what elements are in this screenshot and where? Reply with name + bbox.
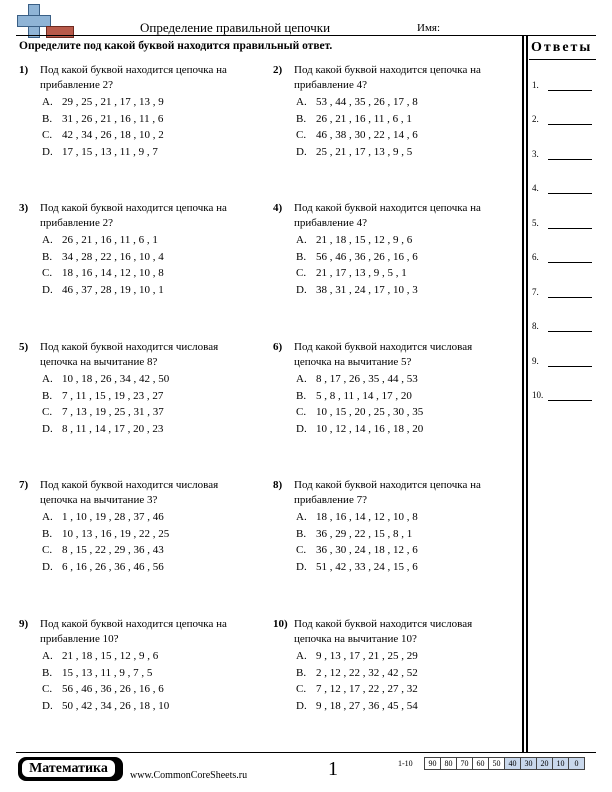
option-letter: C. <box>42 267 53 279</box>
answer-option[interactable] <box>42 527 242 542</box>
option-sequence: 46 , 37 , 28 , 19 , 10 , 1 <box>62 283 164 296</box>
answer-label: 10. <box>532 390 544 400</box>
question-number: 4) <box>273 202 283 214</box>
answer-label: 8. <box>532 321 539 331</box>
question-text: Под какой буквой находится числовая цепочка на вычитание 10? <box>294 618 473 645</box>
option-letter: D. <box>42 560 53 573</box>
option-letter: C. <box>42 544 53 556</box>
answer-label: 2. <box>532 114 539 124</box>
answer-option[interactable] <box>42 95 242 110</box>
question-number: 8) <box>273 479 283 491</box>
answer-blank[interactable] <box>548 331 592 332</box>
option-sequence: 10 , 18 , 26 , 34 , 42 , 50 <box>62 373 170 385</box>
answers-heading-underline <box>529 59 596 60</box>
answer-option[interactable] <box>296 422 496 437</box>
option-sequence: 21 , 18 , 15 , 12 , 9 , 6 <box>62 650 159 662</box>
option-sequence: 51 , 42 , 33 , 24 , 15 , 6 <box>316 560 418 573</box>
answer-label: 6. <box>532 252 539 262</box>
answer-label: 4. <box>532 183 539 193</box>
answer-option[interactable] <box>296 543 496 558</box>
option-letter: D. <box>296 560 307 573</box>
answer-column-divider <box>526 35 528 752</box>
website-url: www.CommonCoreSheets.ru <box>130 770 248 781</box>
answer-option[interactable] <box>42 666 242 681</box>
question-number: 10) <box>273 618 288 630</box>
answer-option[interactable] <box>42 145 242 160</box>
option-sequence: 29 , 25 , 21 , 17 , 13 , 9 <box>62 96 164 108</box>
option-letter: A. <box>42 96 53 108</box>
option-sequence: 26 , 21 , 16 , 11 , 6 , 1 <box>62 234 158 246</box>
answer-option[interactable] <box>42 510 242 525</box>
option-sequence: 7 , 13 , 19 , 25 , 31 , 37 <box>62 406 164 418</box>
score-cell: 90 <box>424 757 441 770</box>
option-letter: C. <box>296 544 307 556</box>
option-letter: D. <box>296 699 307 712</box>
option-sequence: 34 , 28 , 22 , 16 , 10 , 4 <box>62 250 164 263</box>
option-sequence: 50 , 42 , 34 , 26 , 18 , 10 <box>62 699 170 712</box>
answer-option[interactable] <box>42 389 242 404</box>
score-cell: 40 <box>504 757 521 770</box>
option-letter: B. <box>296 389 307 402</box>
option-letter: D. <box>42 422 53 435</box>
option-sequence: 1 , 10 , 19 , 28 , 37 , 46 <box>62 511 164 523</box>
option-letter: B. <box>42 527 53 540</box>
option-letter: C. <box>296 406 307 418</box>
answer-blank[interactable] <box>548 400 592 401</box>
answer-label: 9. <box>532 356 539 366</box>
option-sequence: 10 , 12 , 14 , 16 , 18 , 20 <box>316 422 424 435</box>
question-text: Под какой буквой находится цепочка на прибавление 4? <box>294 202 481 229</box>
answer-label: 7. <box>532 287 539 297</box>
answer-option[interactable] <box>296 666 496 681</box>
option-letter: C. <box>42 406 53 418</box>
score-range-label: 1-10 <box>398 759 413 768</box>
question-text: Под какой буквой находится цепочка на прибавление 7? <box>294 479 481 506</box>
option-letter: B. <box>42 250 53 263</box>
option-letter: D. <box>42 145 53 158</box>
answer-option[interactable] <box>296 682 496 697</box>
option-letter: B. <box>296 250 307 263</box>
answer-label: 5. <box>532 218 539 228</box>
question-number: 7) <box>19 479 29 491</box>
answer-option[interactable] <box>42 649 242 664</box>
answer-option[interactable] <box>296 372 496 387</box>
option-sequence: 9 , 18 , 27 , 36 , 45 , 54 <box>316 699 418 712</box>
answer-option[interactable] <box>296 527 496 542</box>
option-sequence: 25 , 21 , 17 , 13 , 9 , 5 <box>316 145 413 158</box>
instruction-text: Определите под какой буквой находится правильный ответ. <box>19 40 333 52</box>
option-letter: D. <box>296 422 307 435</box>
option-letter: B. <box>42 389 53 402</box>
page-number: 1 <box>328 758 338 780</box>
option-letter: C. <box>296 683 307 695</box>
option-letter: A. <box>296 234 307 246</box>
option-sequence: 42 , 34 , 26 , 18 , 10 , 2 <box>62 129 164 141</box>
answers-heading: Ответы <box>531 40 593 55</box>
answer-option[interactable] <box>42 283 242 298</box>
option-sequence: 18 , 16 , 14 , 12 , 10 , 8 <box>62 267 164 279</box>
answer-blank[interactable] <box>548 193 592 194</box>
answer-option[interactable] <box>42 560 242 575</box>
question-text: Под какой буквой находится цепочка на прибавление 2? <box>40 64 227 91</box>
score-cell: 80 <box>440 757 457 770</box>
question-text: Под какой буквой находится числовая цепочка на вычитание 5? <box>294 341 473 368</box>
option-letter: D. <box>296 145 307 158</box>
option-sequence: 38 , 31 , 24 , 17 , 10 , 3 <box>316 283 418 296</box>
option-letter: A. <box>42 650 53 662</box>
answer-option[interactable] <box>296 649 496 664</box>
option-letter: B. <box>296 666 307 679</box>
option-sequence: 46 , 38 , 30 , 22 , 14 , 6 <box>316 129 418 141</box>
option-sequence: 26 , 21 , 16 , 11 , 6 , 1 <box>316 112 412 125</box>
option-sequence: 56 , 46 , 36 , 26 , 16 , 6 <box>62 683 164 695</box>
answer-option[interactable] <box>296 233 496 248</box>
answer-option[interactable] <box>296 112 496 127</box>
option-sequence: 36 , 29 , 22 , 15 , 8 , 1 <box>316 527 413 540</box>
option-sequence: 15 , 13 , 11 , 9 , 7 , 5 <box>62 666 153 679</box>
answer-option[interactable] <box>296 405 496 420</box>
question-number: 6) <box>273 341 283 353</box>
question-text: Под какой буквой находится цепочка на прибавление 4? <box>294 64 481 91</box>
option-letter: D. <box>296 283 307 296</box>
option-letter: B. <box>296 112 307 125</box>
question-number: 3) <box>19 202 29 214</box>
answer-option[interactable] <box>296 145 496 160</box>
question-number: 1) <box>19 64 29 76</box>
option-sequence: 8 , 17 , 26 , 35 , 44 , 53 <box>316 373 418 385</box>
option-letter: A. <box>42 373 53 385</box>
option-letter: A. <box>42 511 53 523</box>
question-text: Под какой буквой находится цепочка на прибавление 2? <box>40 202 227 229</box>
question-text: Под какой буквой находится числовая цепочка на вычитание 3? <box>40 479 219 506</box>
option-letter: B. <box>42 112 53 125</box>
option-letter: D. <box>42 699 53 712</box>
answer-blank[interactable] <box>548 262 592 263</box>
score-cell: 70 <box>456 757 473 770</box>
score-cell: 20 <box>536 757 553 770</box>
answer-label: 3. <box>532 149 539 159</box>
option-sequence: 8 , 11 , 14 , 17 , 20 , 23 <box>62 422 164 435</box>
option-letter: A. <box>296 511 307 523</box>
answer-option[interactable] <box>42 543 242 558</box>
answer-option[interactable] <box>42 372 242 387</box>
answer-option[interactable] <box>42 266 242 281</box>
score-cell: 10 <box>552 757 569 770</box>
answer-blank[interactable] <box>548 90 592 91</box>
answer-option[interactable] <box>42 682 242 697</box>
answer-option[interactable] <box>296 510 496 525</box>
option-letter: A. <box>42 234 53 246</box>
option-sequence: 17 , 15 , 13 , 11 , 9 , 7 <box>62 145 158 158</box>
option-letter: A. <box>296 373 307 385</box>
answer-option[interactable] <box>296 560 496 575</box>
option-letter: D. <box>42 283 53 296</box>
answer-blank[interactable] <box>548 159 592 160</box>
option-sequence: 31 , 26 , 21 , 16 , 11 , 6 <box>62 112 164 125</box>
answer-option[interactable] <box>296 699 496 714</box>
answer-blank[interactable] <box>548 228 592 229</box>
option-sequence: 21 , 18 , 15 , 12 , 9 , 6 <box>316 234 413 246</box>
answer-option[interactable] <box>42 422 242 437</box>
answer-option[interactable] <box>296 389 496 404</box>
name-field-label: Имя: <box>417 22 441 34</box>
answer-option[interactable] <box>42 405 242 420</box>
option-sequence: 21 , 17 , 13 , 9 , 5 , 1 <box>316 267 407 279</box>
answer-option[interactable] <box>296 128 496 143</box>
answer-option[interactable] <box>42 112 242 127</box>
option-letter: C. <box>296 267 307 279</box>
option-letter: B. <box>296 527 307 540</box>
option-letter: C. <box>42 129 53 141</box>
answer-column-divider <box>522 35 524 752</box>
answer-option[interactable] <box>296 95 496 110</box>
option-sequence: 53 , 44 , 35 , 26 , 17 , 8 <box>316 96 418 108</box>
answer-blank[interactable] <box>548 297 592 298</box>
option-sequence: 2 , 12 , 22 , 32 , 42 , 52 <box>316 666 418 679</box>
question-number: 5) <box>19 341 29 353</box>
answer-option[interactable] <box>42 233 242 248</box>
answer-option[interactable] <box>296 283 496 298</box>
answer-option[interactable] <box>296 266 496 281</box>
footer-divider <box>16 752 596 753</box>
question-number: 2) <box>273 64 283 76</box>
option-letter: A. <box>296 96 307 108</box>
header-divider <box>16 35 596 36</box>
score-cell: 30 <box>520 757 537 770</box>
option-sequence: 18 , 16 , 14 , 12 , 10 , 8 <box>316 511 418 523</box>
option-letter: C. <box>42 683 53 695</box>
option-sequence: 56 , 46 , 36 , 26 , 16 , 6 <box>316 250 418 263</box>
subject-badge <box>18 757 123 781</box>
option-letter: C. <box>296 129 307 141</box>
option-sequence: 7 , 12 , 17 , 22 , 27 , 32 <box>316 683 418 695</box>
score-cell: 60 <box>472 757 489 770</box>
option-sequence: 7 , 11 , 15 , 19 , 23 , 27 <box>62 389 164 402</box>
option-sequence: 6 , 16 , 26 , 36 , 46 , 56 <box>62 560 164 573</box>
score-cell: 0 <box>568 757 585 770</box>
option-sequence: 10 , 15 , 20 , 25 , 30 , 35 <box>316 406 424 418</box>
question-number: 9) <box>19 618 29 630</box>
answer-option[interactable] <box>42 699 242 714</box>
score-cell: 50 <box>488 757 505 770</box>
question-text: Под какой буквой находится цепочка на прибавление 10? <box>40 618 227 645</box>
option-letter: A. <box>296 650 307 662</box>
option-sequence: 8 , 15 , 22 , 29 , 36 , 43 <box>62 544 164 556</box>
answer-blank[interactable] <box>548 124 592 125</box>
worksheet-title: Определение правильной цепочки <box>140 20 331 35</box>
answer-option[interactable] <box>42 250 242 265</box>
option-sequence: 10 , 13 , 16 , 19 , 22 , 25 <box>62 527 170 540</box>
answer-label: 1. <box>532 80 539 90</box>
option-sequence: 5 , 8 , 11 , 14 , 17 , 20 <box>316 389 412 402</box>
answer-option[interactable] <box>42 128 242 143</box>
option-letter: B. <box>42 666 53 679</box>
subject-label: Математика <box>22 760 115 777</box>
option-sequence: 36 , 30 , 24 , 18 , 12 , 6 <box>316 544 418 556</box>
option-sequence: 9 , 13 , 17 , 21 , 25 , 29 <box>316 650 418 662</box>
answer-blank[interactable] <box>548 366 592 367</box>
question-text: Под какой буквой находится числовая цепочка на вычитание 8? <box>40 341 219 368</box>
answer-option[interactable] <box>296 250 496 265</box>
